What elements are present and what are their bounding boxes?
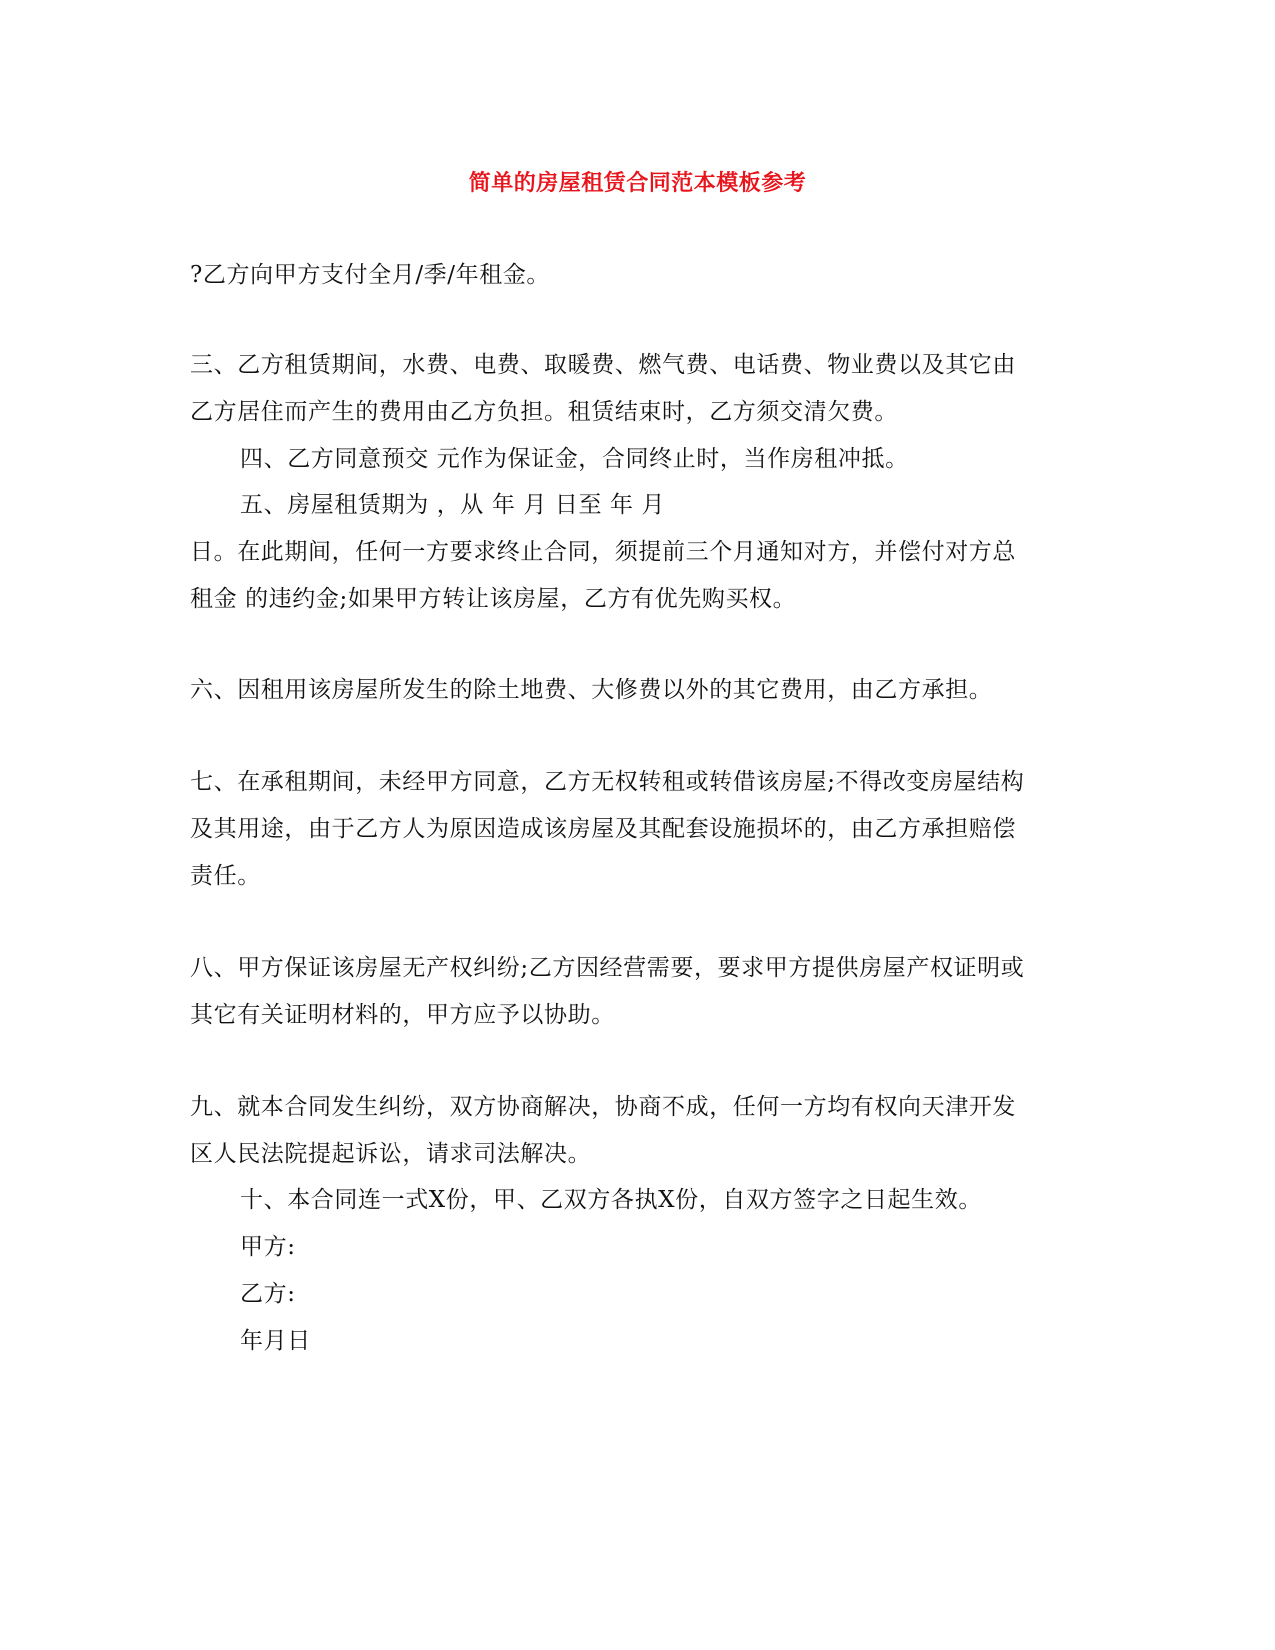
clause-3-line-1: 三、乙方租赁期间，水费、电费、取暖费、燃气费、电话费、物业费以及其它由 [190, 352, 1016, 378]
clause-7-line-2: 及其用途，由于乙方人为原因造成该房屋及其配套设施损坏的，由乙方承担赔偿 [190, 816, 1016, 842]
clause-4: 四、乙方同意预交 元作为保证金，合同终止时，当作房租冲抵。 [240, 446, 909, 472]
party-b-signature: 乙方: [240, 1281, 296, 1307]
clause-5-line-1: 五、房屋租赁期为 ，从 年 月 日至 年 月 [240, 492, 666, 518]
clause-5-line-2: 日。在此期间，任何一方要求终止合同，须提前三个月通知对方，并偿付对方总 [190, 539, 1016, 565]
clause-5-line-3: 租金 的违约金;如果甲方转让该房屋，乙方有优先购买权。 [190, 586, 797, 612]
signing-date: 年月日 [240, 1328, 311, 1354]
line-rent-payment: ?乙方向甲方支付全月/季/年租金。 [190, 262, 551, 288]
clause-7-line-3: 责任。 [190, 863, 261, 889]
party-a-signature: 甲方: [240, 1234, 296, 1260]
clause-3-line-2: 乙方居住而产生的费用由乙方负担。租赁结束时，乙方须交清欠费。 [190, 399, 898, 425]
clause-7-line-1: 七、在承租期间，未经甲方同意，乙方无权转租或转借该房屋;不得改变房屋结构 [190, 769, 1025, 795]
clause-8-line-1: 八、甲方保证该房屋无产权纠纷;乙方因经营需要，要求甲方提供房屋产权证明或 [190, 955, 1025, 981]
clause-8-line-2: 其它有关证明材料的，甲方应予以协助。 [190, 1002, 615, 1028]
clause-10: 十、本合同连一式X份，甲、乙双方各执X份，自双方签字之日起生效。 [240, 1187, 982, 1213]
document-title: 简单的房屋租赁合同范本模板参考 [468, 170, 807, 196]
clause-9-line-1: 九、就本合同发生纠纷，双方协商解决，协商不成，任何一方均有权向天津开发 [190, 1094, 1016, 1120]
clause-9-line-2: 区人民法院提起诉讼，请求司法解决。 [190, 1141, 592, 1167]
clause-6: 六、因租用该房屋所发生的除土地费、大修费以外的其它费用，由乙方承担。 [190, 677, 993, 703]
